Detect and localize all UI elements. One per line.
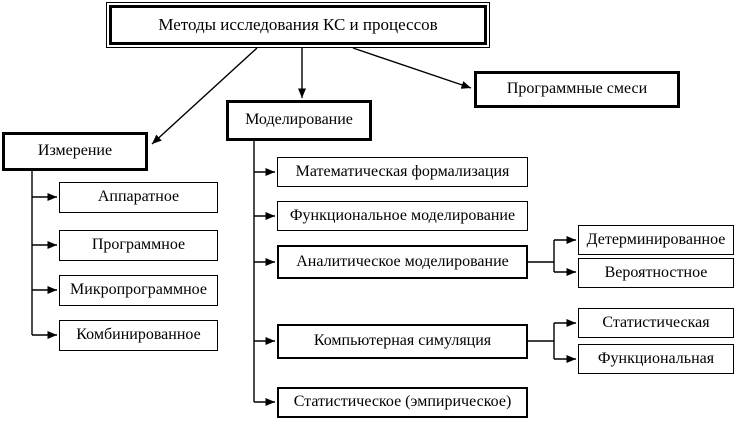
root-node — [106, 2, 490, 48]
measurement-node: Измерение — [2, 132, 148, 171]
deterministic-node: Детерминированное — [578, 225, 734, 255]
computer-simulation-node: Компьютерная симуляция — [277, 324, 528, 359]
program-mixes-node: Программные смеси — [474, 71, 680, 108]
hardware-node: Аппаратное — [59, 182, 218, 213]
microprogram-node: Микропрограммное — [59, 275, 218, 306]
software-node: Программное — [59, 230, 218, 261]
combined-node: Комбинированное — [59, 320, 218, 351]
probabilistic-node: Вероятностное — [578, 258, 734, 288]
functional-modeling-node: Функциональное моделирование — [277, 201, 528, 231]
functional-node: Функциональная — [578, 344, 734, 374]
math-formalization-node: Математическая формализация — [277, 157, 528, 187]
statistical-empirical-node: Статистическое (эмпирическое) — [277, 387, 528, 418]
statistical-node: Статистическая — [578, 308, 734, 338]
root-node-label: Методы исследования КС и процессов — [109, 5, 487, 45]
analytic-modeling-node: Аналитическое моделирование — [277, 245, 528, 279]
modeling-node: Моделирование — [226, 100, 372, 141]
